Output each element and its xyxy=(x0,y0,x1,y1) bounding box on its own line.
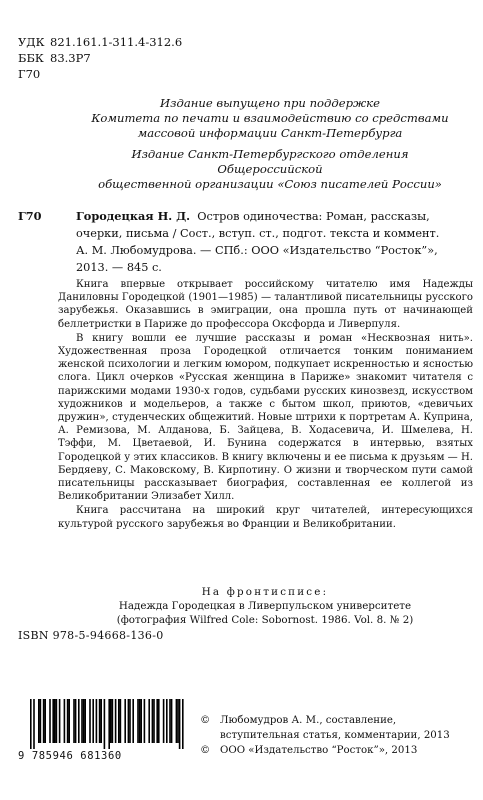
barcode-bar xyxy=(156,699,158,743)
barcode-bar xyxy=(140,699,142,743)
barcode-bar xyxy=(73,699,75,743)
barcode-bar xyxy=(33,699,35,749)
barcode-bar xyxy=(169,699,171,743)
support-note xyxy=(90,96,450,198)
barcode-bar xyxy=(40,699,42,743)
barcode-bar xyxy=(144,699,146,743)
udk-row xyxy=(18,34,182,50)
barcode-bar xyxy=(78,699,80,743)
barcode-bar xyxy=(115,699,117,743)
barcode-bar xyxy=(120,699,122,743)
catalog-code: Г70 xyxy=(18,209,42,223)
barcode-bar xyxy=(163,699,165,743)
bibliographic-line-1 xyxy=(76,208,473,225)
annotation-paragraph-1: Книга впервые открывает российскому читателю имя Надежды Даниловны Городецкой (1901—1985) — талантливой писательницы русского зарубежья. Оказавшись в эмиграции, она прошла путь от начинающей беллетристки в Париже до профессора Оксфорда и Ливерпуля. xyxy=(58,279,473,330)
classification-codes xyxy=(18,34,182,82)
barcode-bar xyxy=(43,699,45,743)
copyright-item-1 xyxy=(200,713,472,743)
barcode-bar xyxy=(129,699,131,743)
barcode-bar xyxy=(89,699,91,743)
support-line-4: Издание Санкт-Петербургского отделения Общероссийской xyxy=(131,147,409,176)
support-line-1: Издание выпущено при поддержке xyxy=(160,96,380,110)
barcode-bar xyxy=(110,699,112,743)
barcode-bar xyxy=(96,699,98,743)
support-line-2: Комитета по печати и взаимодействию со средствами xyxy=(91,111,449,125)
barcode-bars xyxy=(18,699,190,749)
barcode-bar xyxy=(49,699,51,743)
barcode-bar xyxy=(44,699,46,743)
barcode-bar xyxy=(158,699,160,743)
barcode-bar xyxy=(67,699,69,743)
udk-value: 821.161.1-311.4-312.6 xyxy=(50,35,183,49)
barcode-bar xyxy=(38,699,40,743)
frontispiece-note xyxy=(60,585,470,627)
barcode-bar xyxy=(100,699,102,743)
barcode-bar xyxy=(176,699,178,743)
barcode-bar xyxy=(59,699,61,743)
catalog-description-3: А. М. Любомудрова. — СПб.: ООО «Издательство “Росток”», xyxy=(76,244,438,257)
barcode-bar xyxy=(182,699,184,749)
bbk-value: 83.3Р7 xyxy=(50,51,91,65)
barcode-bar xyxy=(153,699,155,743)
annotation xyxy=(58,278,473,532)
barcode-bar xyxy=(52,699,54,743)
barcode-bar xyxy=(124,699,126,743)
support-paragraph xyxy=(90,96,450,141)
barcode-bar xyxy=(152,699,154,743)
catalog-author: Городецкая Н. Д. xyxy=(76,209,191,223)
barcode xyxy=(18,699,190,762)
barcode-bar xyxy=(75,699,77,743)
barcode-bar xyxy=(84,699,86,743)
copyright-symbol: © xyxy=(200,745,211,756)
barcode-bar xyxy=(92,699,94,743)
annotation-paragraph-2: В книгу вошли ее лучшие рассказы и роман «Несквозная нить». Художественная проза Городецкой отличается тонким пониманием женской психологии и легким юмором, подкупает искренностью и ясностью слога. Цикл очерков «Русская женщина в Париже» знакомит читателя с парижскими модами 1930-х годов, судьбами русских кинозвезд, искусством художников и модельеров, а также с бытом школ, приютов, «девичьих дружин», студенческих общежитий. Новые штрихи к портретам А. Куприна, А. Ремизова, М. Алданова, Б. Зайцева, В. Ходасевича, И. Шмелева, Н. Тэффи, М. Цветаевой, И. Бунина содержатся в интервью, взятых Городецкой у этих классиков. В книгу включены и ее письма к друзьям — Н. Бердяеву, С. Маковскому, В. Кирпотину. О жизни и творческом пути самой писательницы рассказывает биография, составленная ее коллегой из Великобритании Элизабет Хилл. xyxy=(58,332,473,503)
catalog-entry xyxy=(18,208,473,276)
barcode-bar xyxy=(148,699,150,743)
copyright-line-2: ООО «Издательство “Росток”», 2013 xyxy=(220,745,418,756)
barcode-digits: 9 785946 681360 xyxy=(18,750,122,762)
barcode-bar xyxy=(81,699,83,743)
barcode-bar xyxy=(64,699,66,743)
frontispiece-heading: На фронтисписе: xyxy=(201,586,329,598)
barcode-bar xyxy=(179,699,181,749)
annotation-paragraph-3: Книга рассчитана на широкий круг читателей, интересующихся культурой русского зарубежья во Франции и Великобритании. xyxy=(58,505,473,530)
isbn: ISBN 978-5-94668-136-0 xyxy=(18,629,164,642)
barcode-bar xyxy=(30,699,32,749)
support-line-3: массовой информации Санкт-Петербурга xyxy=(137,126,403,140)
barcode-bar xyxy=(68,699,70,743)
barcode-bar xyxy=(99,699,101,743)
copyright-item-2 xyxy=(200,743,472,758)
barcode-bar xyxy=(177,699,179,743)
barcode-bar xyxy=(128,699,130,743)
catalog-description-1: Остров одиночества: Роман, рассказы, xyxy=(197,210,430,223)
barcode-bar xyxy=(132,699,134,743)
barcode-bar xyxy=(166,699,168,743)
catalog-description-4: 2013. — 845 с. xyxy=(76,261,162,274)
bbk-row xyxy=(18,50,182,66)
barcode-bar xyxy=(104,699,106,749)
support-line-5: общественной организации «Союз писателей России» xyxy=(98,177,442,191)
author-mark: Г70 xyxy=(18,67,41,81)
barcode-bar xyxy=(171,699,173,743)
barcode-bar xyxy=(108,699,110,749)
barcode-bar xyxy=(56,699,58,743)
copyright-symbol: © xyxy=(200,715,211,726)
udk-label: УДК xyxy=(18,35,45,49)
bbk-label: ББК xyxy=(18,51,44,65)
barcode-bar xyxy=(112,699,114,743)
copyright-line-1: Любомудров А. М., составление, вступительная статья, комментарии, 2013 xyxy=(220,715,450,741)
frontispiece-line-2: (фотография Wilfred Cole: Sobornost. 1986. Vol. 8. № 2) xyxy=(116,614,414,626)
catalog-description-2: очерки, письма / Сост., вступ. ст., подгот. текста и коммент. xyxy=(76,227,440,240)
copyright-block xyxy=(200,713,472,758)
publisher-paragraph xyxy=(90,147,450,192)
frontispiece-line-1: Надежда Городецкая в Ливерпульском университете xyxy=(118,600,412,612)
barcode-bar xyxy=(54,699,56,743)
barcode-bar xyxy=(83,699,85,743)
barcode-bar xyxy=(139,699,141,743)
barcode-bar xyxy=(137,699,139,743)
barcode-bar xyxy=(118,699,120,743)
